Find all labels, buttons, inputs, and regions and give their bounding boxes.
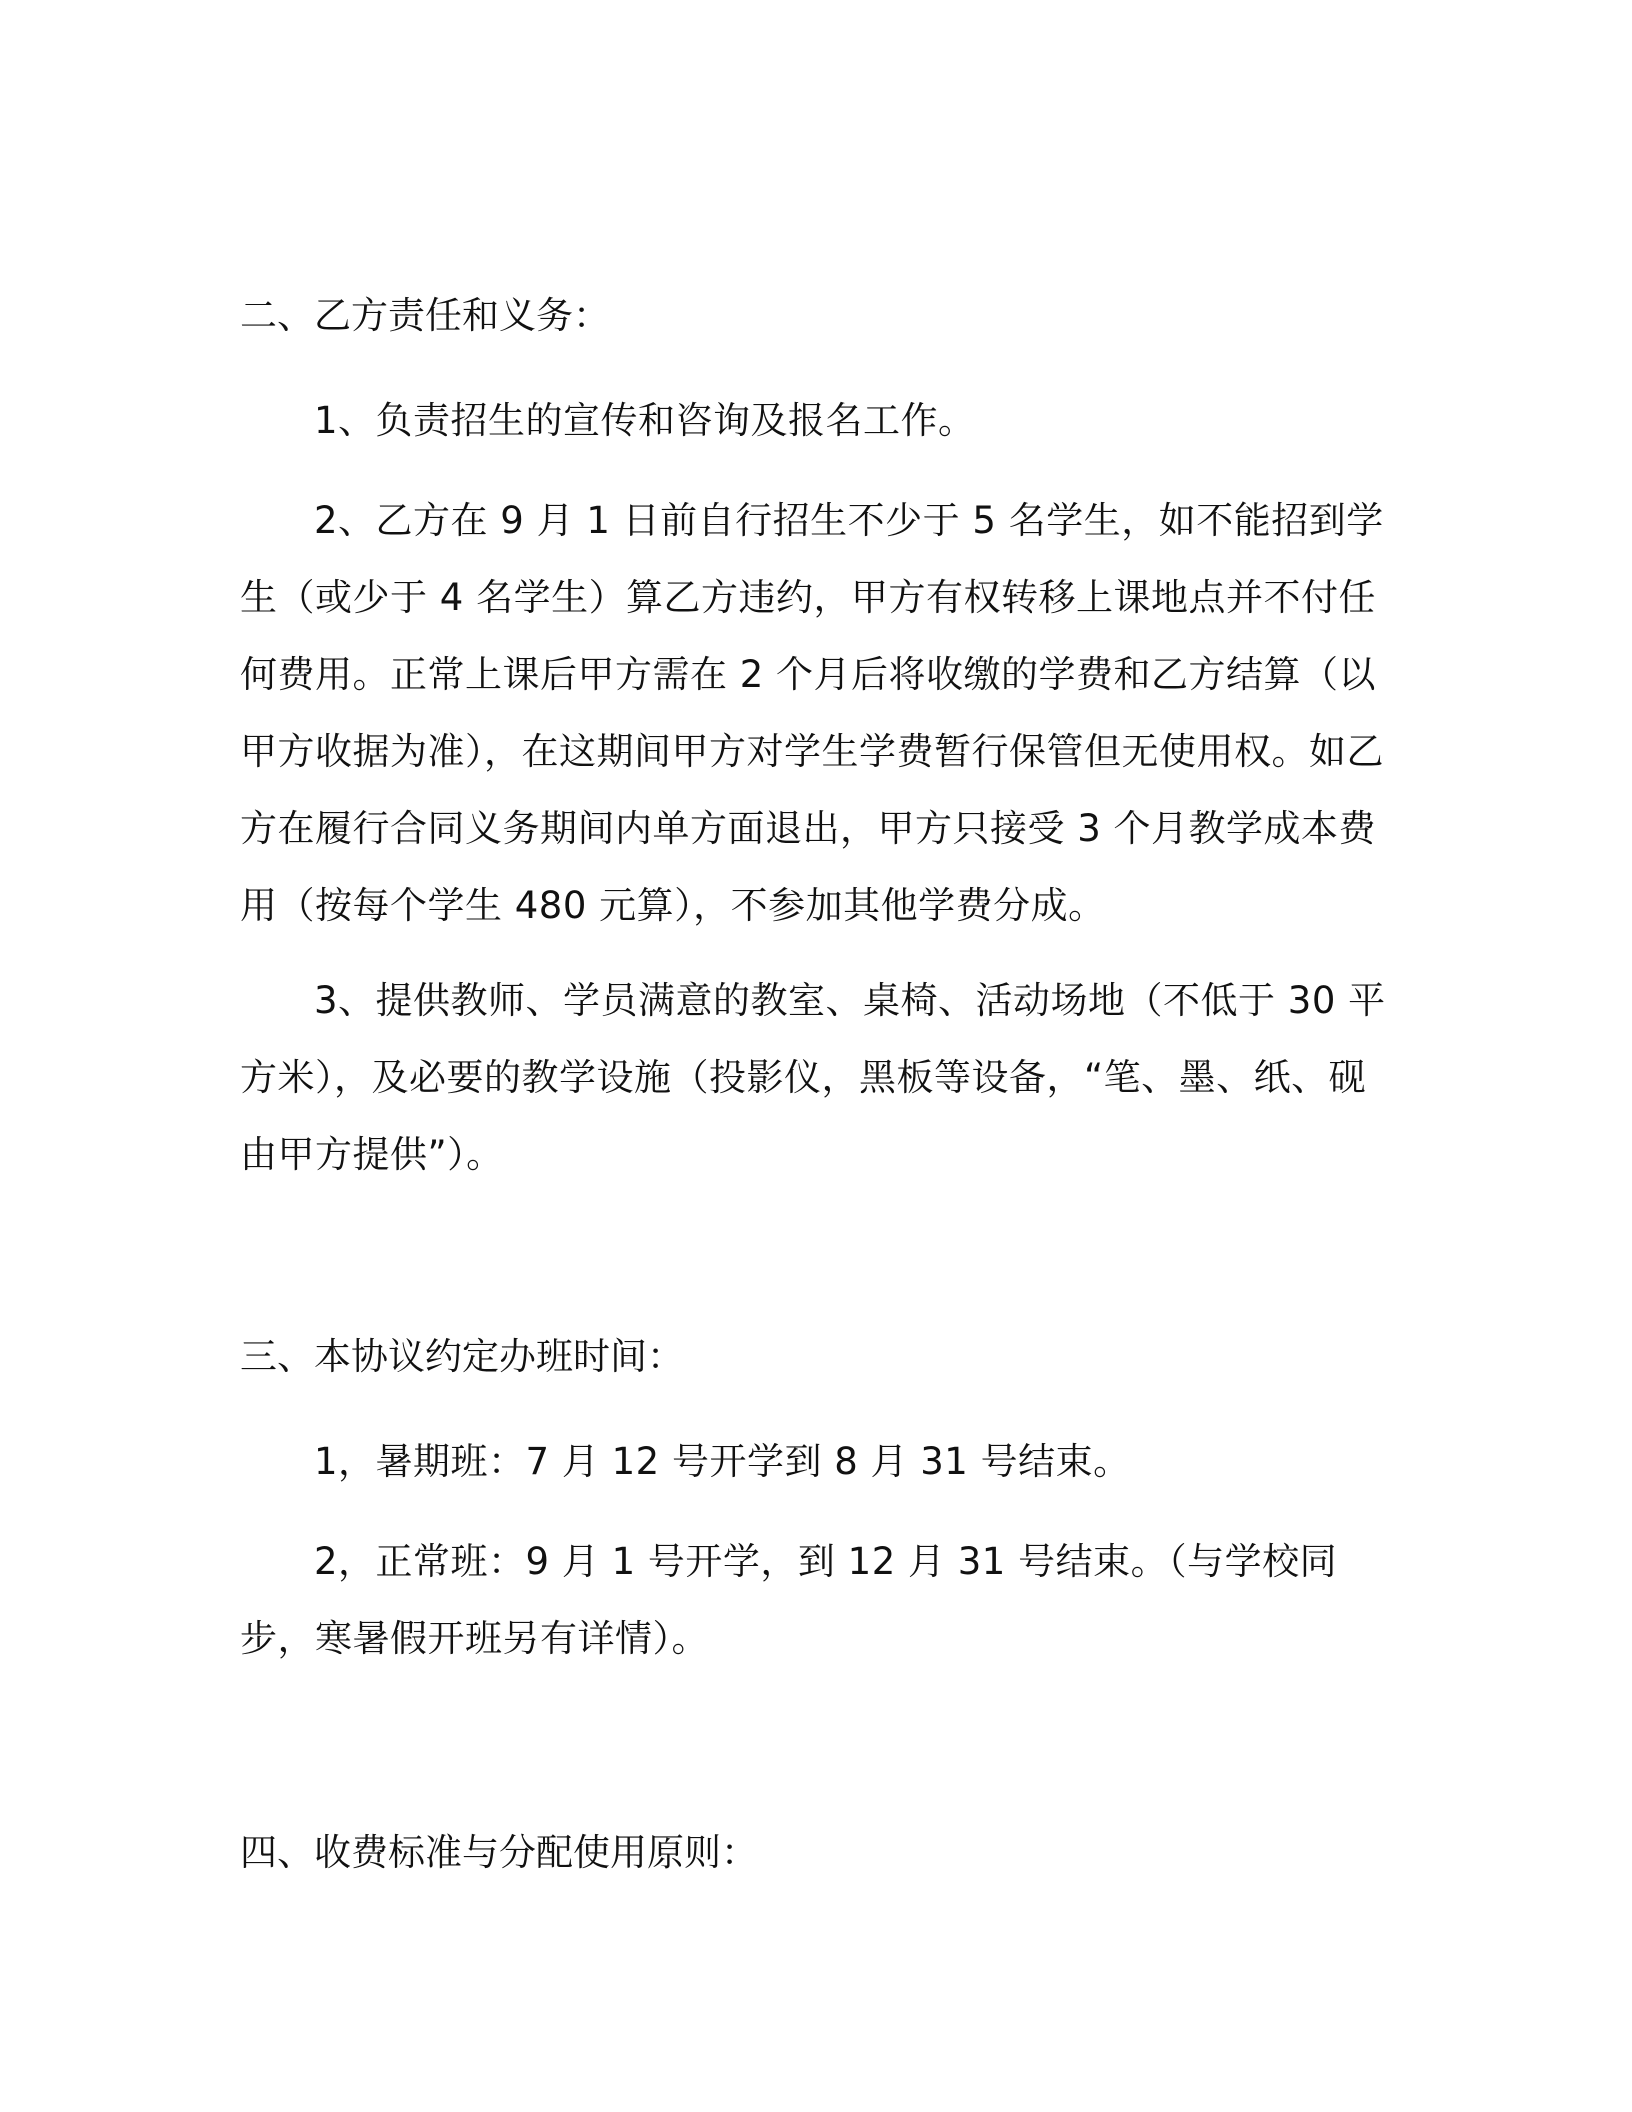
section-2-item-1: 1、负责招生的宣传和咨询及报名工作。 bbox=[314, 399, 976, 442]
section-2-item-3: 3、提供教师、学员满意的教室、桌椅、活动场地（不低于 30 平方米），及必要的教学设施（投影仪，黑板等设备，“笔、墨、纸、砚由甲方提供”）。 bbox=[240, 979, 1386, 1176]
section-3-item-2: 2，正常班：9 月 1 号开学，到 12 月 31 号结束。（与学校同步，寒暑假开班另有详情）。 bbox=[240, 1540, 1338, 1660]
section-heading-4: 四、收费标准与分配使用原则： bbox=[240, 1831, 758, 1874]
section-2-item-2: 2、乙方在 9 月 1 日前自行招生不少于 5 名学生，如不能招到学生（或少于 4 名学生）算乙方违约，甲方有权转移上课地点并不付任何费用。正常上课后甲方需在 2 个月后将收缴的学费和乙方结算（以甲方收据为准），在这期间甲方对学生学费暂行保管但无使用权。如乙方在履行合同义务期间内单方面退出，甲方只接受 3 个月教学成本费用（按每个学生 480 元算），不参加其他学费分成。 bbox=[240, 499, 1384, 927]
section-heading-3: 三、本协议约定办班时间： bbox=[240, 1335, 684, 1378]
section-3-item-1: 1，暑期班：7 月 12 号开学到 8 月 31 号结束。 bbox=[314, 1440, 1131, 1483]
section-heading-2: 二、乙方责任和义务： bbox=[240, 294, 610, 337]
